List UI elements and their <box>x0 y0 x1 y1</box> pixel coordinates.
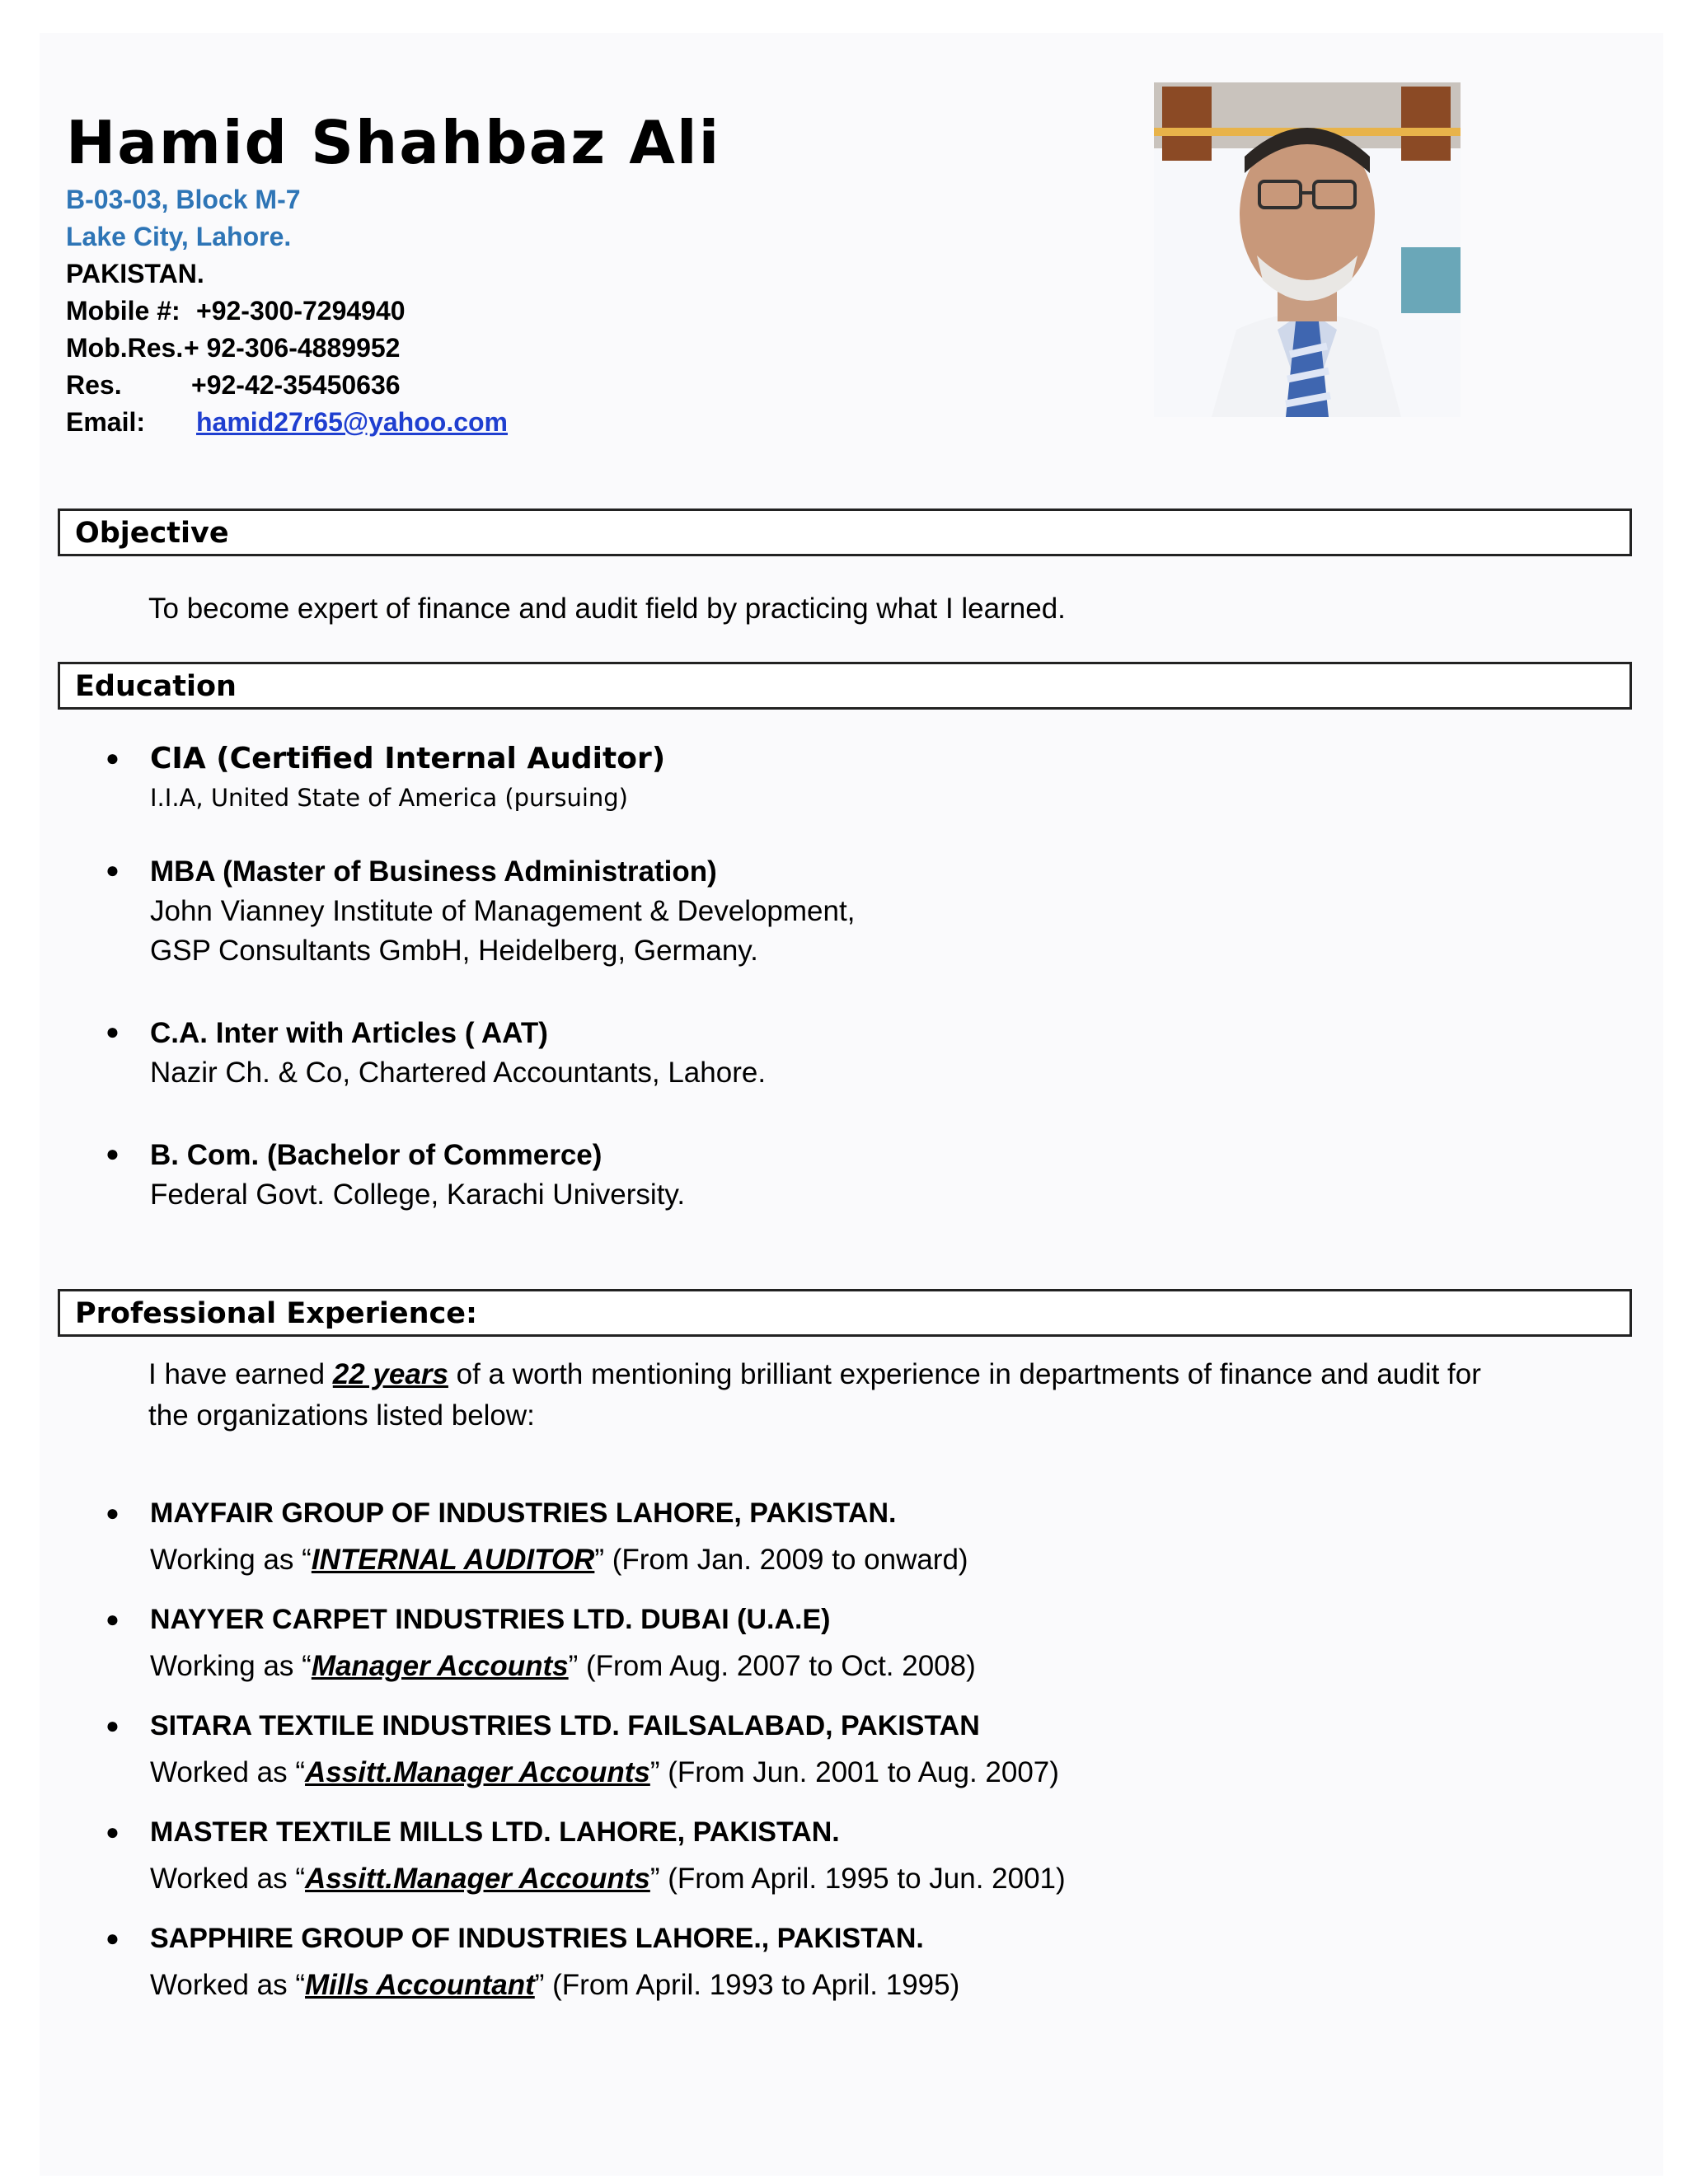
company-name: NAYYER CARPET INDUSTRIES LTD. DUBAI (U.A.E) <box>150 1604 831 1635</box>
job-role: Mills Accountant <box>305 1969 535 2001</box>
job-line: Worked as “Mills Accountant” (From April. 1993 to April. 1995) <box>150 1969 960 2001</box>
education-title: CIA (Certified Internal Auditor) <box>150 742 666 776</box>
years-highlight: 22 years <box>332 1358 448 1390</box>
job-line: Working as “Manager Accounts” (From Aug. 2007 to Oct. 2008) <box>150 1650 976 1682</box>
res-label: Res. <box>66 370 122 400</box>
res-row <box>66 367 508 404</box>
job-role: Manager Accounts <box>311 1650 569 1682</box>
experience-heading: Professional Experience: <box>75 1297 478 1330</box>
objective-heading-bar <box>58 509 1632 556</box>
experience-intro: I have earned 22 years of a worth mentioning brilliant experience in departments of finance and audit for the organizations listed below: <box>148 1358 1481 1432</box>
email-label: Email: <box>66 407 146 437</box>
company-name: SAPPHIRE GROUP OF INDUSTRIES LAHORE., PAKISTAN. <box>150 1923 924 1954</box>
education-title: MBA (Master of Business Administration) <box>150 855 717 888</box>
mob-res-label: Mob.Res. <box>66 333 184 363</box>
experience-item: ● SAPPHIRE GROUP OF INDUSTRIES LAHORE., PAKISTAN. Worked as “Mills Accountant” (From April. 1993 to April. 1995) <box>150 1915 959 2009</box>
education-detail: GSP Consultants GmbH, Heidelberg, Germany. <box>150 935 758 967</box>
address-line-2: Lake City, Lahore. <box>66 222 292 251</box>
country: PAKISTAN. <box>66 259 204 288</box>
job-role: Assitt.Manager Accounts <box>305 1756 650 1788</box>
mob-res-row <box>66 330 508 367</box>
education-item: ● MBA (Master of Business Administration) John Vianney Institute of Management & Development, GSP Consultants GmbH, Heidelberg, Germany. <box>150 852 855 971</box>
education-title: C.A. Inter with Articles ( AAT) <box>150 1017 548 1049</box>
experience-item: ● NAYYER CARPET INDUSTRIES LTD. DUBAI (U.A.E) Working as “Manager Accounts” (From Aug. 2007 to Oct. 2008) <box>150 1596 976 1690</box>
education-heading-bar <box>58 662 1632 710</box>
education-item: ● C.A. Inter with Articles ( AAT) Nazir Ch. & Co, Chartered Accountants, Lahore. <box>150 1014 766 1093</box>
education-item: ● B. Com. (Bachelor of Commerce) Federal Govt. College, Karachi University. <box>150 1136 685 1215</box>
job-line: Worked as “Assitt.Manager Accounts” (From Jun. 2001 to Aug. 2007) <box>150 1756 1059 1788</box>
company-name: MASTER TEXTILE MILLS LTD. LAHORE, PAKISTAN. <box>150 1816 840 1848</box>
mobile-label: Mobile #: <box>66 296 181 326</box>
education-detail: John Vianney Institute of Management & Development, <box>150 895 856 927</box>
job-role: INTERNAL AUDITOR <box>311 1544 595 1576</box>
experience-item: ● MASTER TEXTILE MILLS LTD. LAHORE, PAKISTAN. Worked as “Assitt.Manager Accounts” (From April. 1995 to Jun. 2001) <box>150 1809 1066 1903</box>
mobile-number: +92-300-7294940 <box>196 296 406 326</box>
education-detail: I.I.A, United State of America (pursuing) <box>150 784 628 812</box>
company-name: MAYFAIR GROUP OF INDUSTRIES LAHORE, PAKISTAN. <box>150 1497 897 1529</box>
res-number: +92-42-35450636 <box>191 370 401 400</box>
email-row <box>66 404 508 441</box>
candidate-name: Hamid Shahbaz Ali <box>66 108 721 177</box>
job-role: Assitt.Manager Accounts <box>305 1863 650 1895</box>
experience-heading-bar <box>58 1289 1632 1337</box>
education-title: B. Com. (Bachelor of Commerce) <box>150 1139 603 1171</box>
company-name: SITARA TEXTILE INDUSTRIES LTD. FAILSALABAD, PAKISTAN <box>150 1710 980 1741</box>
profile-photo <box>1154 82 1461 417</box>
job-line: Worked as “Assitt.Manager Accounts” (From April. 1995 to Jun. 2001) <box>150 1863 1066 1895</box>
experience-item: ● MAYFAIR GROUP OF INDUSTRIES LAHORE, PAKISTAN. Working as “INTERNAL AUDITOR” (From Jan. 2009 to onward) <box>150 1490 968 1584</box>
education-detail: Federal Govt. College, Karachi University. <box>150 1179 686 1211</box>
objective-heading: Objective <box>75 517 229 550</box>
job-line: Working as “INTERNAL AUDITOR” (From Jan. 2009 to onward) <box>150 1544 968 1576</box>
mobile-row <box>66 293 508 330</box>
objective-text: To become expert of finance and audit field by practicing what I learned. <box>148 593 1066 625</box>
education-item: ● CIA (Certified Internal Auditor) I.I.A, United State of America (pursuing) <box>150 738 665 816</box>
experience-item: ● SITARA TEXTILE INDUSTRIES LTD. FAILSALABAD, PAKISTAN Worked as “Assitt.Manager Accounts” (From Jun. 2001 to Aug. 2007) <box>150 1703 1059 1797</box>
address-line-1: B-03-03, Block M-7 <box>66 185 301 214</box>
mob-res-number: + 92-306-4889952 <box>184 333 401 363</box>
email-link[interactable]: hamid27r65@yahoo.com <box>196 407 508 437</box>
education-detail: Nazir Ch. & Co, Chartered Accountants, Lahore. <box>150 1057 767 1089</box>
contact-block <box>66 181 508 441</box>
education-heading: Education <box>75 670 237 703</box>
